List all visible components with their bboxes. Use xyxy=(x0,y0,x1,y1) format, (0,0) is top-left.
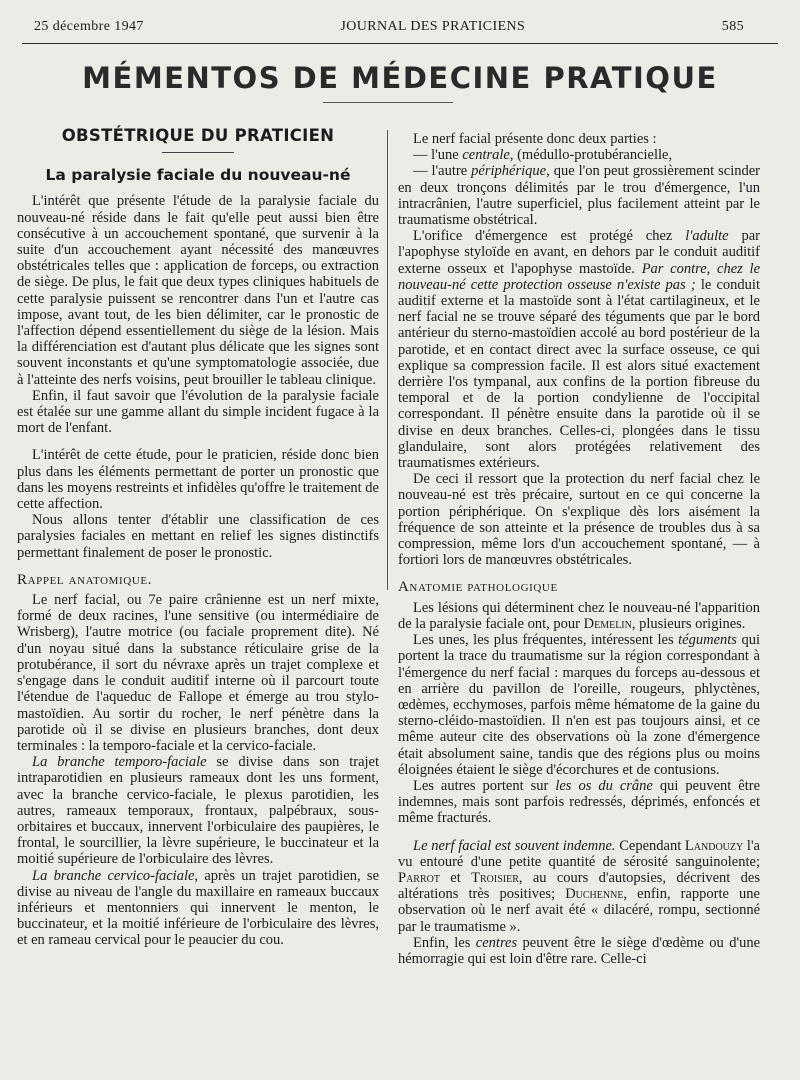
paragraph-orifice xyxy=(398,228,760,471)
text: , (médullo-protubérancielle, xyxy=(509,147,673,164)
text: — l'une xyxy=(413,147,463,164)
text: se divise dans son trajet intraparotidien en plusieurs rameaux dont les uns forment, avec la branche cervico-faciale, le plexus parotidien, les autres, rameaux temporaux, frontaux, palpébraux, sous-orbitaires et buccaux, innervent l'orbiculaire des paupières, le frontal, le sourcillier, la lèvre supérieure, le buccinateur et la moitié supérieure de l'orbiculaire des lèvres. xyxy=(17,754,380,868)
emphasis: centrale xyxy=(462,147,510,164)
article-title: La paralysie faciale du nouveau-né xyxy=(45,166,351,185)
section-rule xyxy=(162,152,234,153)
text: , que l'on peut grossièrement scinder en deux tronçons délimités par le trou d'émergence, l'un intracrânien, l'autre superficiel, plus facilement atteint par le traumatisme obstétrical. xyxy=(398,163,761,229)
paragraph-os-du-crane xyxy=(398,778,760,827)
header-date: 25 décembre 1947 xyxy=(34,19,144,34)
paragraph-intro: L'intérêt que présente l'étude de la paralysie faciale du nouveau-né réside dans le fait qu'elle peut aussi bien être consécutive à un accouchement spontané, que survenir à la suite d'un accouchement ayant nécessité des manœuvres obstétricales telles que : application de forceps, ou extraction de siège. De plus, le fait que deux types cliniques habituels de cette paralysie puissent se rencontrer dans l'un et l'autre cas impose, avant tout, de les bien délimiter, car le pronostic de l'affection dépend essentiellement du siège de la lésion. Mais la différenciation est d'autant plus délicate que les signes sont souvent inconstants et qu'une symptomatologie associée, due à l'atteinte des nerfs voisins, peut brouiller le tableau clinique. xyxy=(17,193,379,388)
paragraph-nerf-facial: Le nerf facial, ou 7e paire crânienne est un nerf mixte, formé de deux racines, l'une sensitive (ou intermédiaire de Wrisberg), l'autre motrice (ou faciale proprement dite). Né d'un noyau situé dans la substance réticulaire grise de la protubérance, il sort du névraxe après un trajet complexe et s'engage dans le conduit auditif interne où il parcourt toute l'étendue de l'aqueduc de Fallope et émerge au trou stylo-mastoïdien. Au sortir du rocher, le nerf pénètre dans la parotide où il se divise en plusieurs branches, dont deux terminales : la temporo-faciale et la cervico-faciale. xyxy=(17,592,379,754)
subhead-rappel-anatomique: Rappel anatomique. xyxy=(17,571,153,588)
paragraph-teguments xyxy=(398,632,760,778)
author-name: Parrot xyxy=(398,869,440,886)
author-name: Landouzy xyxy=(684,837,744,854)
text: — l'autre xyxy=(413,163,472,180)
text: , plusieurs origines. xyxy=(631,615,746,632)
text: Enfin, les xyxy=(413,934,476,951)
text: par l'apophyse styloïde en avant, en dehors par le conduit auditif externe osseux et l'apophyse mastoïde. xyxy=(398,228,761,277)
text: Les unes, les plus fréquentes, intéressent les xyxy=(413,632,679,649)
paragraph-lesions xyxy=(398,600,760,632)
text: qui peuvent être indemnes, mais sont parfois redressés, déprimés, enfoncés et même fracturés. xyxy=(398,777,761,827)
emphasis: La branche cervico-faciale xyxy=(32,867,195,884)
line-peripherique xyxy=(398,163,760,228)
author-name: Duchenne xyxy=(565,886,624,903)
emphasis: centres xyxy=(475,934,518,951)
paragraph-interest: L'intérêt de cette étude, pour le praticien, réside donc bien plus dans les éléments permettant de porter un pronostic que dans les moyens restreints et infidèles qu'offre le traitement de cette affection. xyxy=(17,447,379,513)
section-title: OBSTÉTRIQUE DU PRATICIEN xyxy=(61,126,335,145)
main-title: MÉMENTOS DE MÉDECINE PRATIQUE xyxy=(82,61,718,95)
emphasis: La branche temporo-faciale xyxy=(32,754,207,771)
text: peuvent être le siège d'œdème ou d'une hémorragie qui est loin d'être rare. Celle-ci xyxy=(398,934,761,967)
paragraph-branche-cervico-faciale xyxy=(17,868,379,949)
author-name: Troisier xyxy=(471,869,519,886)
author-name: Demelin xyxy=(583,615,632,632)
text: , enfin, rapporte une observation où le nerf avait été « dilacéré, rompu, sectionné par le traumatisme ». xyxy=(398,886,760,935)
text: et xyxy=(439,869,472,886)
title-rule xyxy=(323,102,453,103)
emphasis: l'adulte xyxy=(685,228,729,245)
emphasis: périphérique xyxy=(471,163,547,180)
header-journal: JOURNAL DES PRATICIENS xyxy=(340,19,526,34)
paragraph-centres xyxy=(398,935,760,967)
paragraph-evolution: Enfin, il faut savoir que l'évolution de la paralysie faciale est étalée sur une gamme allant du simple incident fugace à la mort de l'enfant. xyxy=(17,387,379,437)
text: Les autres portent sur xyxy=(413,777,556,794)
emphasis: Le nerf facial est souvent indemne. xyxy=(413,837,616,854)
paragraph-nerf-indemne xyxy=(398,838,760,935)
header-page-number: 585 xyxy=(721,19,744,34)
text: qui portent la trace du traumatisme sur la région correspondant à l'émergence du nerf facial : marques du forceps au-dessous et en arrière du pavillon de l'oreille, rougeurs, phlyctènes, œdèmes, ecchymoses, parfois même hématome de la gaine du sterno-cléido-mastoïdien. Il n'en est pas toujours ainsi, et ce même auteur cite des observations où la zone d'émergence était absolument saine, tandis que des régions plus ou moins éloignées étaient le siège d'écorchures et de contusions. xyxy=(398,632,760,778)
header-rule xyxy=(22,43,778,44)
paragraph-classification: Nous allons tenter d'établir une classification de ces paralysies faciales en mettant en relief les signes distinctifs permettant finalement de poser le pronostic. xyxy=(17,512,379,561)
subhead-anatomie-pathologique: Anatomie pathologique xyxy=(398,579,558,596)
paragraph-deux-parties: Le nerf facial présente donc deux parties : xyxy=(413,131,657,147)
line-centrale xyxy=(398,147,760,163)
emphasis: les os du crâne xyxy=(555,777,653,794)
text: , au cours d'autopsies, décrivent des altérations très positives; xyxy=(398,869,760,903)
text: L'orifice d'émergence est protégé chez xyxy=(413,228,686,245)
right-column xyxy=(398,131,760,967)
column-divider xyxy=(387,130,388,590)
text: le conduit auditif externe et la mastoïde sont à l'état cartilagineux, et le nerf facial ne se trouve séparé des téguments que par le bord antérieur du sterno-mastoïdien accolé au bord postérieur de la parotide, et en contact direct avec la surface osseuse, ce qui explique sa compression facile. Il est alors situé exactement derrière l'os tympanal, aux confins de la portion fibreuse du temporal et de la portion condylienne de l'occipital correspondant. Il pénètre ensuite dans la parotide où il se divise en deux branches. Celles-ci, plongées dans le tissu glandulaire, sont alors protégées relativement des traumatismes extérieurs. xyxy=(398,276,760,472)
text: Les lésions qui déterminent chez le nouveau-né l'apparition de la paralysie faciale ont, pour xyxy=(398,599,760,632)
paragraph-protection: De ceci il ressort que la protection du nerf facial chez le nouveau-né est très précaire, surtout en ce qui concerne la portion périphérique. On s'explique dès lors aisément la fréquence de son atteinte et la présence de troubles dus à sa compression, même lors d'un accouchement spontané, — à fortiori lors de manœuvres obstétricales. xyxy=(398,471,760,569)
emphasis: téguments xyxy=(678,632,737,649)
running-head xyxy=(0,0,800,46)
paragraph-branche-temporo-faciale xyxy=(17,754,379,867)
text: , après un trajet parotidien, se divise au niveau de l'angle du maxillaire en rameaux buccaux inférieurs et mentonniers qui innervent le menton, le buccinateur, et la moitié inférieure de l'orbiculaire des lèvres, et en rameau cervical pour le peaucier du cou. xyxy=(17,867,380,949)
text: l'a vu entouré d'une petite quantité de sérosité sanguinolente; xyxy=(398,837,760,870)
text: Cependant xyxy=(615,837,685,854)
left-column xyxy=(17,120,379,949)
emphasis: Par contre, chez le nouveau-né cette protection osseuse n'existe pas ; xyxy=(398,260,761,293)
